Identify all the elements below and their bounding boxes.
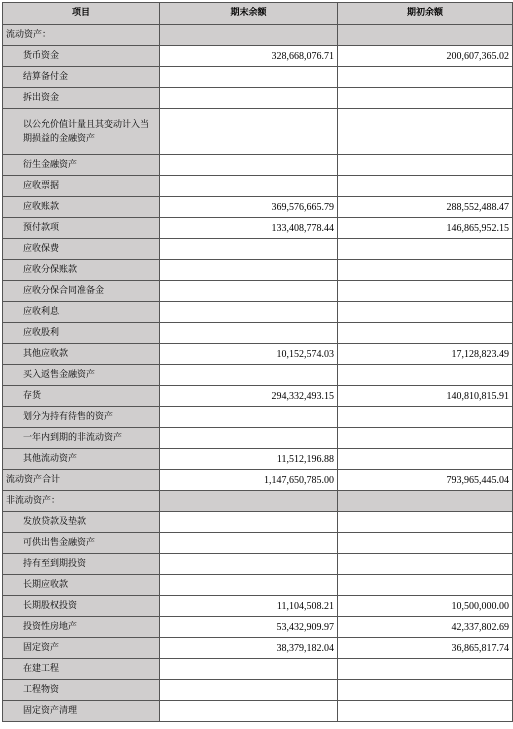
section-row [3,25,513,46]
end-balance-cell: 369,576,665.79 [160,197,338,218]
row-label: 应收分保合同准备金 [3,281,160,302]
row-label: 可供出售金融资产 [3,533,160,554]
row-label: 预付款项 [3,218,160,239]
begin-balance-cell [338,155,513,176]
end-balance-cell [160,239,338,260]
end-balance-cell [160,659,338,680]
table-header-row [3,3,513,25]
end-balance-cell: 328,668,076.71 [160,46,338,67]
table-row [3,428,513,449]
row-label: 固定资产 [3,638,160,659]
begin-balance-cell [338,428,513,449]
row-label: 以公允价值计量且其变动计入当期损益的金融资产 [3,109,160,155]
table-row [3,512,513,533]
table-row [3,302,513,323]
column-header-end-balance: 期末余额 [160,3,338,25]
end-balance-cell [160,428,338,449]
begin-balance-cell [338,533,513,554]
end-balance-cell [160,491,338,512]
begin-balance-cell [338,281,513,302]
begin-balance-cell: 36,865,817.74 [338,638,513,659]
table-row [3,365,513,386]
end-balance-cell [160,680,338,701]
begin-balance-cell [338,239,513,260]
table-row [3,67,513,88]
begin-balance-cell: 140,810,815.91 [338,386,513,407]
row-label: 货币资金 [3,46,160,67]
total-row [3,470,513,491]
table-row [3,323,513,344]
table-row [3,554,513,575]
end-balance-cell [160,554,338,575]
row-label: 固定资产清理 [3,701,160,722]
row-label: 应收账款 [3,197,160,218]
end-balance-cell: 10,152,574.03 [160,344,338,365]
begin-balance-cell: 17,128,823.49 [338,344,513,365]
end-balance-cell [160,407,338,428]
begin-balance-cell [338,88,513,109]
end-balance-cell [160,512,338,533]
begin-balance-cell [338,323,513,344]
begin-balance-cell [338,449,513,470]
row-label: 流动资产： [3,25,160,46]
begin-balance-cell [338,176,513,197]
table-row [3,46,513,67]
begin-balance-cell [338,554,513,575]
begin-balance-cell [338,680,513,701]
row-label: 非流动资产： [3,491,160,512]
table-row [3,344,513,365]
begin-balance-cell: 793,965,445.04 [338,470,513,491]
row-label: 结算备付金 [3,67,160,88]
row-label: 流动资产合计 [3,470,160,491]
table-row [3,659,513,680]
begin-balance-cell [338,512,513,533]
row-label: 持有至到期投资 [3,554,160,575]
begin-balance-cell: 10,500,000.00 [338,596,513,617]
begin-balance-cell [338,491,513,512]
begin-balance-cell [338,659,513,680]
begin-balance-cell [338,575,513,596]
end-balance-cell: 294,332,493.15 [160,386,338,407]
begin-balance-cell [338,407,513,428]
begin-balance-cell [338,67,513,88]
column-header-begin-balance: 期初余额 [338,3,513,25]
end-balance-cell [160,323,338,344]
begin-balance-cell [338,302,513,323]
end-balance-cell [160,260,338,281]
table-row [3,575,513,596]
row-label: 其他应收款 [3,344,160,365]
table-row [3,638,513,659]
row-label: 工程物资 [3,680,160,701]
row-label: 应收票据 [3,176,160,197]
end-balance-cell [160,109,338,155]
end-balance-cell [160,88,338,109]
row-label: 应收分保账款 [3,260,160,281]
begin-balance-cell [338,701,513,722]
table-row [3,109,513,155]
table-row [3,197,513,218]
row-label: 买入返售金融资产 [3,365,160,386]
row-label: 衍生金融资产 [3,155,160,176]
begin-balance-cell: 42,337,802.69 [338,617,513,638]
begin-balance-cell: 288,552,488.47 [338,197,513,218]
begin-balance-cell: 200,607,365.02 [338,46,513,67]
table-row [3,176,513,197]
begin-balance-cell [338,25,513,46]
table-row [3,596,513,617]
table-row [3,386,513,407]
table-row [3,701,513,722]
end-balance-cell [160,67,338,88]
column-header-item: 项目 [3,3,160,25]
end-balance-cell: 11,512,196.88 [160,449,338,470]
begin-balance-cell: 146,865,952.15 [338,218,513,239]
table-row [3,407,513,428]
table-row [3,88,513,109]
row-label: 应收股利 [3,323,160,344]
table-row [3,260,513,281]
row-label: 发放贷款及垫款 [3,512,160,533]
end-balance-cell [160,176,338,197]
begin-balance-cell [338,109,513,155]
end-balance-cell: 53,432,909.97 [160,617,338,638]
table-row [3,533,513,554]
begin-balance-cell [338,365,513,386]
row-label: 长期应收款 [3,575,160,596]
section-row [3,491,513,512]
end-balance-cell [160,302,338,323]
row-label: 应收保费 [3,239,160,260]
row-label: 长期股权投资 [3,596,160,617]
row-label: 划分为持有待售的资产 [3,407,160,428]
table-row [3,155,513,176]
end-balance-cell [160,281,338,302]
row-label: 在建工程 [3,659,160,680]
row-label: 一年内到期的非流动资产 [3,428,160,449]
end-balance-cell [160,533,338,554]
row-label: 应收利息 [3,302,160,323]
end-balance-cell [160,155,338,176]
table-row [3,218,513,239]
table-row [3,680,513,701]
end-balance-cell: 38,379,182.04 [160,638,338,659]
table-row [3,281,513,302]
table-body [3,25,513,722]
end-balance-cell: 1,147,650,785.00 [160,470,338,491]
begin-balance-cell [338,260,513,281]
end-balance-cell: 133,408,778.44 [160,218,338,239]
table-row [3,617,513,638]
end-balance-cell [160,701,338,722]
end-balance-cell [160,365,338,386]
balance-sheet-table [2,2,513,722]
row-label: 其他流动资产 [3,449,160,470]
end-balance-cell: 11,104,508.21 [160,596,338,617]
end-balance-cell [160,575,338,596]
table-row [3,449,513,470]
row-label: 投资性房地产 [3,617,160,638]
row-label: 存货 [3,386,160,407]
balance-sheet [2,2,513,722]
end-balance-cell [160,25,338,46]
table-row [3,239,513,260]
row-label: 拆出资金 [3,88,160,109]
